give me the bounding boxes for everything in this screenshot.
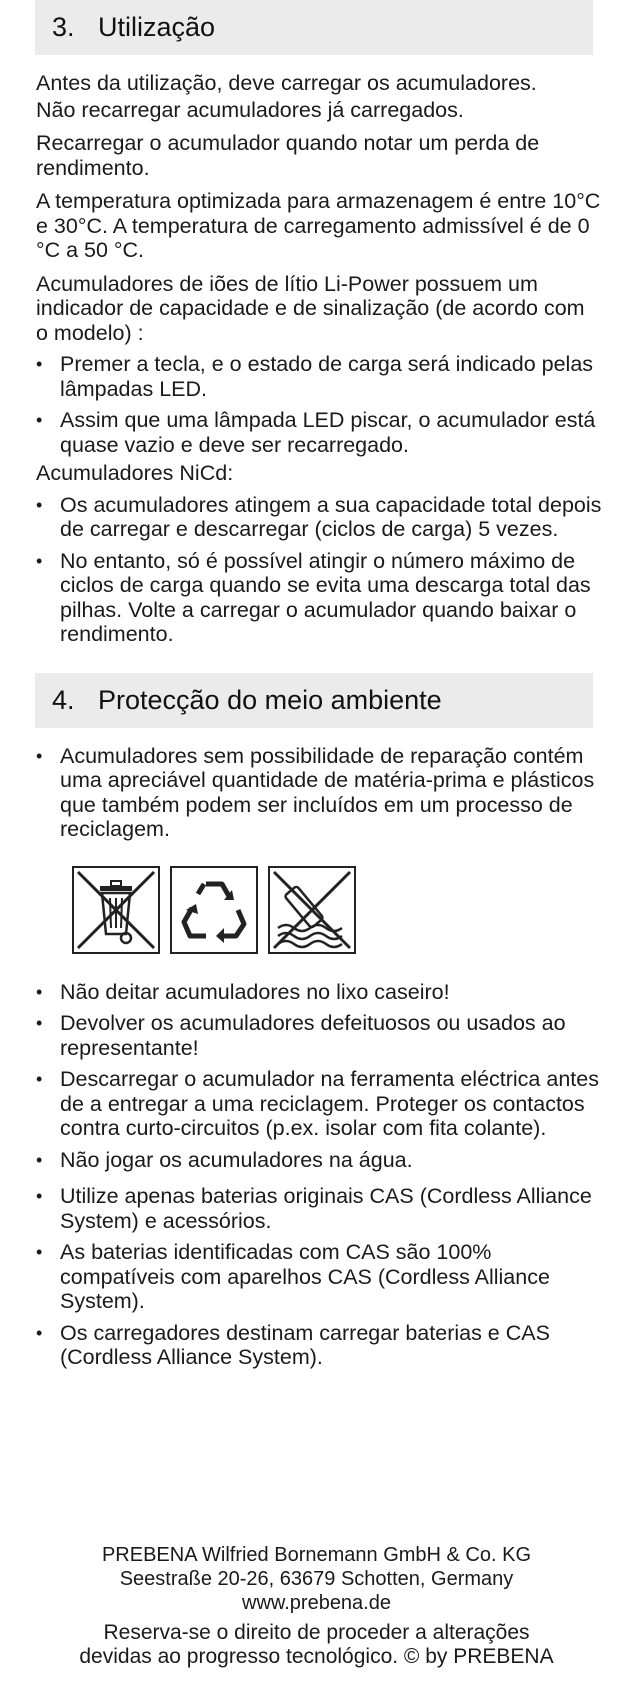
- section-3-header: [35, 0, 593, 55]
- usage-paragraph: A temperatura optimizada para armazenagem é entre 10°C e 30°C. A temperatura de carregamento admissível é de 0 °C a 50 °C.: [36, 189, 601, 262]
- list-item: • Premer a tecla, e o estado de carga será indicado pelas lâmpadas LED.: [36, 352, 602, 401]
- list-item: • Utilize apenas baterias originais CAS (Cordless Alliance System) e acessórios.: [36, 1184, 602, 1233]
- list-item: • Acumuladores sem possibilidade de reparação contém uma apreciável quantidade de matéria-prima e plásticos que também podem ser incluídos em um processo de reciclagem.: [36, 744, 602, 842]
- cas-bullet-list: [36, 1184, 602, 1370]
- list-item: • Não jogar os acumuladores na água.: [36, 1148, 602, 1173]
- crossed-wheelie-bin-icon: [72, 866, 160, 954]
- list-item: • Os carregadores destinam carregar baterias e CAS (Cordless Alliance System).: [36, 1321, 602, 1370]
- usage-paragraph: Recarregar o acumulador quando notar um perda de rendimento.: [36, 131, 540, 180]
- nicd-heading: Acumuladores NiCd:: [36, 461, 234, 485]
- company-name: PREBENA Wilfried Bornemann GmbH & Co. KG: [101, 1544, 532, 1566]
- rights-line-1: Reserva-se o direito de proceder a alterações: [103, 1621, 530, 1644]
- list-item: • Não deitar acumuladores no lixo caseiro!: [36, 980, 602, 1005]
- footer: [0, 1543, 633, 1669]
- rights-line-2: devidas ao progresso tecnológico. © by PREBENA: [79, 1645, 554, 1668]
- company-address: Seestraße 20-26, 63679 Schotten, Germany: [119, 1568, 514, 1590]
- nicd-bullet-list: [36, 493, 602, 647]
- liion-bullet-list: [36, 352, 602, 457]
- disposal-bullet-list: [36, 980, 602, 1173]
- usage-paragraph: Antes da utilização, deve carregar os acumuladores.: [36, 71, 537, 95]
- environment-bullet-list: [36, 744, 602, 842]
- list-item: • As baterias identificadas com CAS são 100% compatíveis com aparelhos CAS (Cordless Alliance System).: [36, 1240, 602, 1314]
- no-water-disposal-icon: [268, 866, 356, 954]
- list-item: • Os acumuladores atingem a sua capacidade total depois de carregar e descarregar (ciclos de carga) 5 vezes.: [36, 493, 602, 542]
- usage-paragraph: Não recarregar acumuladores já carregados.: [36, 97, 464, 122]
- section-3-title: Utilização: [98, 12, 216, 42]
- recycling-icon: [170, 866, 258, 954]
- company-website: www.prebena.de: [242, 1592, 391, 1614]
- usage-paragraph: Acumuladores de iões de lítio Li-Power possuem um indicador de capacidade e de sinalização (de acordo com o modelo) :: [36, 271, 585, 345]
- list-item: • Devolver os acumuladores defeituosos ou usados ao representante!: [36, 1011, 602, 1060]
- section-4-number: 4.: [52, 684, 75, 715]
- section-4-header: [35, 673, 593, 728]
- list-item: • Assim que uma lâmpada LED piscar, o acumulador está quase vazio e deve ser recarregado.: [36, 408, 602, 457]
- section-3-number: 3.: [52, 12, 75, 42]
- disposal-icons: [72, 866, 602, 954]
- section-4-title: Protecção do meio ambiente: [98, 684, 442, 715]
- list-item: • Descarregar o acumulador na ferramenta eléctrica antes de a entregar a uma reciclagem. Proteger os contactos contra curto-circuitos (p.ex. isolar com fita colante).: [36, 1067, 602, 1141]
- list-item: • No entanto, só é possível atingir o número máximo de ciclos de carga quando se evita uma descarga total das pilhas. Volte a carregar o acumulador quando baixar o rendimento.: [36, 549, 602, 647]
- manual-page: [36, 0, 602, 1370]
